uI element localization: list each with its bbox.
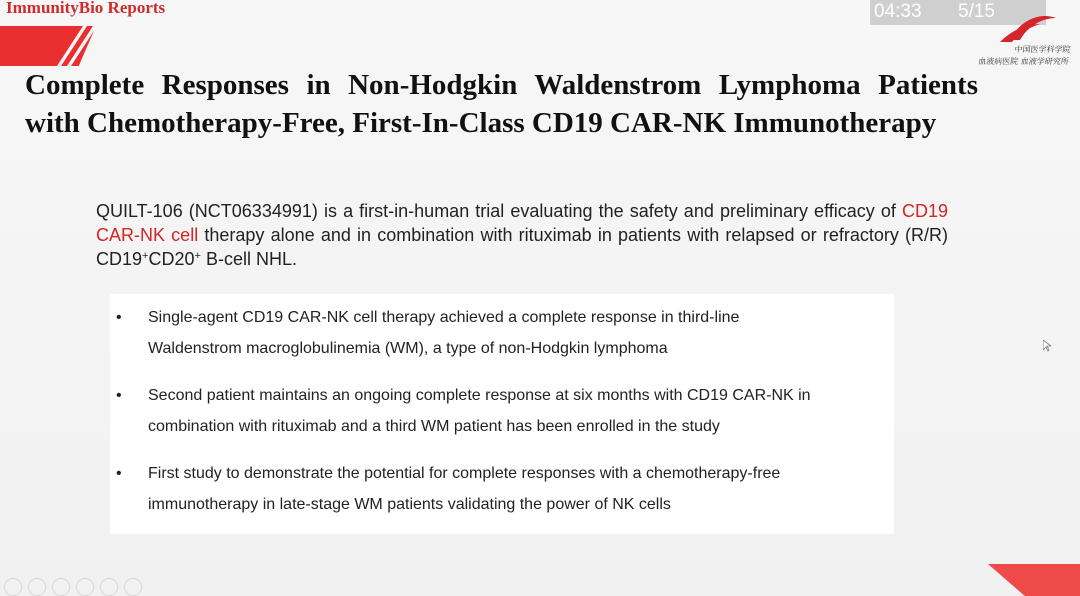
intro-text-2: therapy alone and in combination with rituximab in patients with relapsed or refractory (R/R) CD19: [96, 225, 949, 269]
playback-time: 04:33: [874, 1, 922, 22]
institution-line-2: 血液病医院 血液学研究所: [978, 57, 1070, 66]
bullet-dot: •: [116, 465, 122, 482]
player-control-icon[interactable]: [52, 578, 70, 596]
bullet-text: [148, 380, 884, 442]
slide-title: Complete Responses in Non-Hodgkin Waldenstrom Lymphoma Patients with Chemotherapy-Free, First-In-Class CD19 CAR-NK Immunotherapy: [25, 69, 978, 139]
brand-label: ImmunityBio Reports: [6, 0, 166, 17]
logo-icon: [990, 10, 1060, 44]
player-control-icon[interactable]: [76, 578, 94, 596]
bullet-line: Waldenstrom macroglobulinemia (WM), a type of non-Hodgkin lymphoma: [148, 340, 668, 357]
bullet-text: [148, 302, 884, 364]
player-control-icon[interactable]: [4, 578, 22, 596]
intro-text-1: QUILT-106 (NCT06334991) is a first-in-human trial evaluating the safety and preliminary efficacy of: [96, 201, 902, 221]
intro-paragraph: [96, 199, 948, 271]
footer-accent-corner: [988, 564, 1080, 596]
intro-text-4: B-cell NHL.: [200, 249, 297, 269]
bullet-dot: •: [116, 309, 122, 326]
player-control-icon[interactable]: [28, 578, 46, 596]
player-controls: [4, 578, 142, 596]
cursor-icon: [1043, 340, 1051, 352]
intro-superscript: +: [142, 250, 149, 262]
institution-label: [978, 44, 1072, 68]
bullet-line: Second patient maintains an ongoing complete response at six months with CD19 CAR-NK in: [148, 387, 811, 404]
institution-line-1: 中国医学科学院: [1014, 45, 1072, 54]
bullet-dot: •: [116, 387, 122, 404]
intro-text-3: CD20: [148, 249, 195, 269]
page-counter: 5/15: [958, 1, 995, 22]
bullet-line: Single-agent CD19 CAR-NK cell therapy achieved a complete response in third-line: [148, 309, 740, 326]
bullet-line: First study to demonstrate the potential for complete responses with a chemotherapy-free: [148, 465, 781, 482]
intro-highlight: CD19 CAR-NK cell: [96, 201, 948, 245]
player-control-icon[interactable]: [100, 578, 118, 596]
player-control-icon[interactable]: [124, 578, 142, 596]
bullet-line: immunotherapy in late-stage WM patients validating the power of NK cells: [148, 496, 671, 513]
intro-superscript: +: [194, 250, 201, 262]
bullet-line: combination with rituximab and a third WM patient has been enrolled in the study: [148, 418, 720, 435]
bullet-text: [148, 458, 884, 520]
bullet-list: [110, 294, 894, 534]
